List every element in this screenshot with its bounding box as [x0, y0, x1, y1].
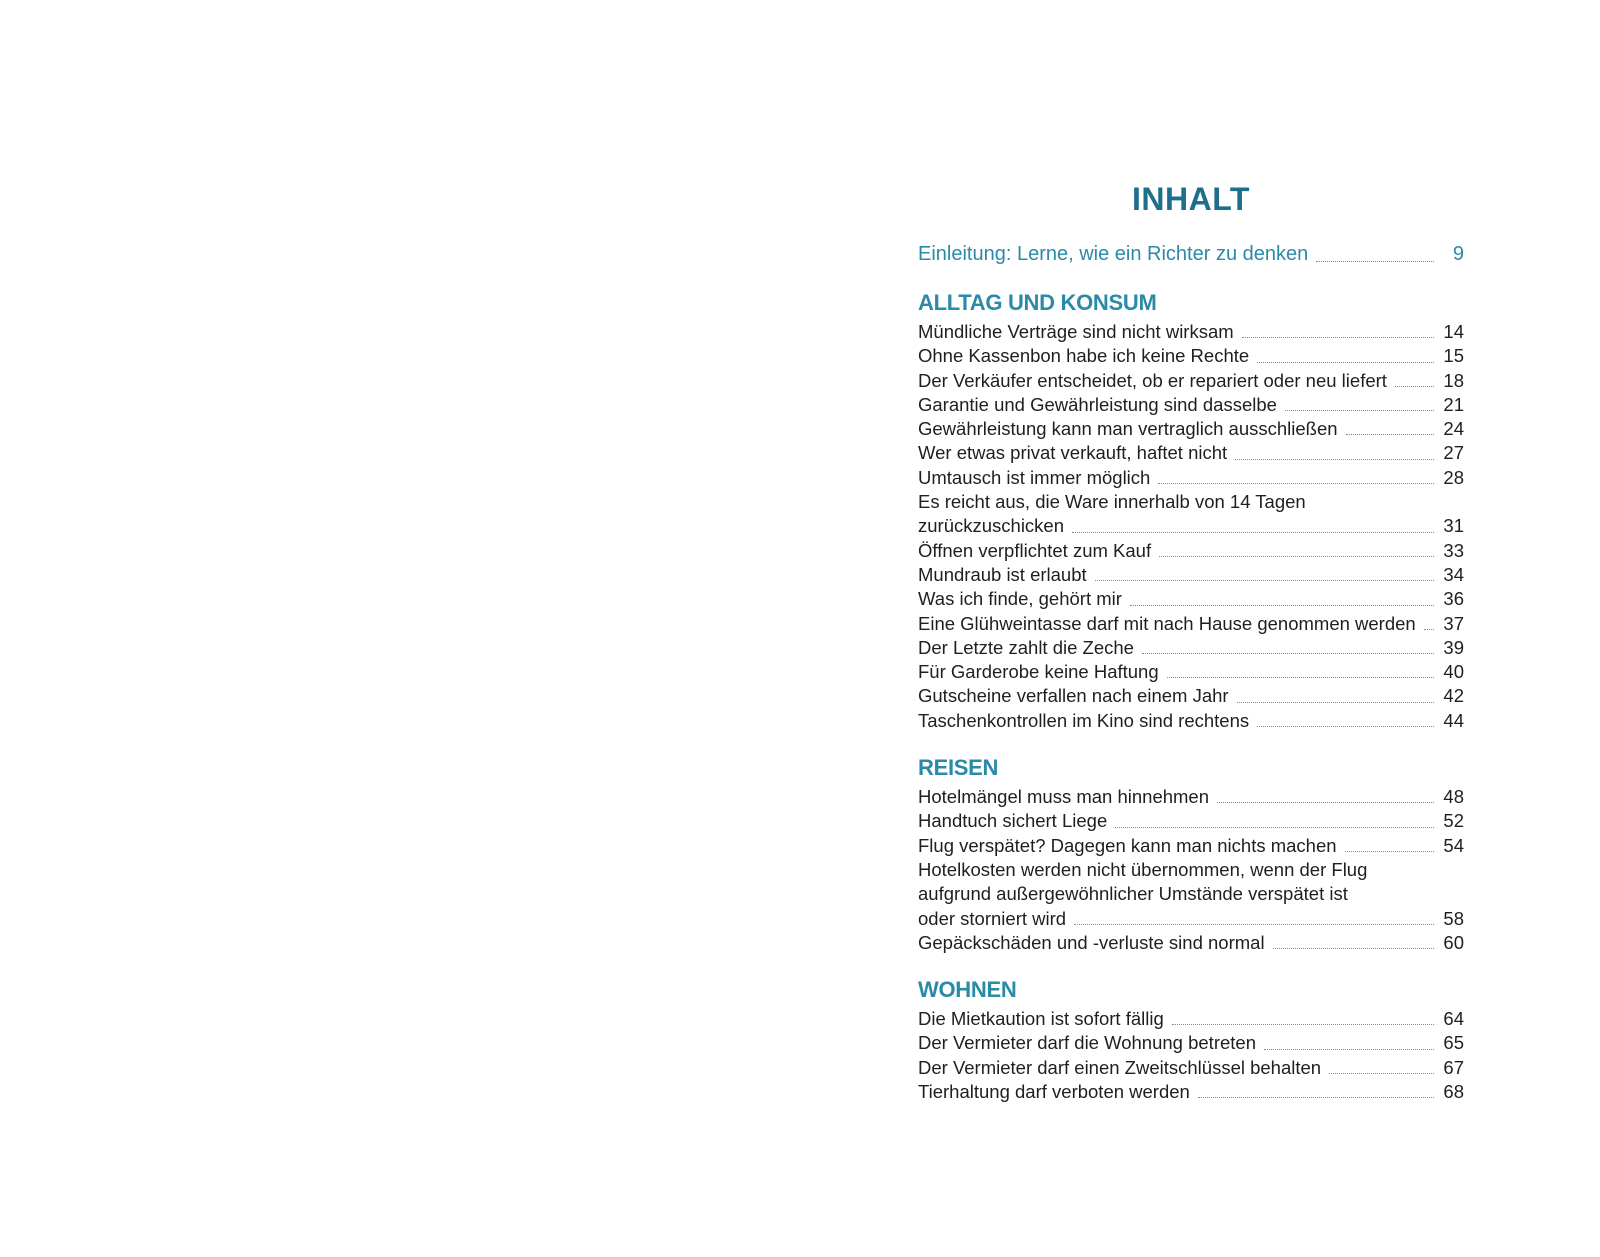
toc-entry-page: 27: [1443, 442, 1464, 464]
toc-entry-page: 68: [1443, 1081, 1464, 1103]
toc-entry[interactable]: [918, 612, 1464, 636]
toc-entry-label: Handtuch sichert Liege: [918, 810, 1108, 832]
toc-entry-label: Taschenkontrollen im Kino sind rechtens: [918, 709, 1250, 731]
toc-entry[interactable]: [918, 466, 1464, 490]
toc-leader-dots: [1115, 827, 1434, 828]
toc-leader-dots: [1424, 629, 1434, 630]
toc-entry[interactable]: [918, 834, 1464, 858]
toc-entry-label: Gutscheine verfallen nach einem Jahr: [918, 685, 1229, 707]
toc-entry[interactable]: [918, 320, 1464, 344]
toc-entry-label: Der Letzte zahlt die Zeche: [918, 636, 1134, 658]
toc-entry-page: 9: [1452, 243, 1464, 265]
toc-entry-label: Gepäckschäden und -verluste sind normal: [918, 931, 1265, 953]
toc-entry-page: 31: [1443, 515, 1464, 537]
toc-entry-label: Die Mietkaution ist sofort fällig: [918, 1008, 1164, 1030]
toc-entry-label: Mundraub ist erlaubt: [918, 563, 1087, 585]
toc-entry-page: 33: [1443, 539, 1464, 561]
toc-entry-label: Eine Glühweintasse darf mit nach Hause genommen werden: [918, 612, 1416, 634]
toc-leader-dots: [1285, 410, 1434, 411]
toc-section: [918, 975, 1464, 1104]
toc-entry-label: Tierhaltung darf verboten werden: [918, 1081, 1190, 1103]
toc-entry[interactable]: [918, 344, 1464, 368]
toc-entry-page: 18: [1443, 369, 1464, 391]
toc-leader-dots: [1159, 556, 1434, 557]
toc-entry-page: 54: [1443, 834, 1464, 856]
toc-entry-page: 42: [1443, 685, 1464, 707]
toc-entry[interactable]: [918, 1080, 1464, 1104]
toc-entry[interactable]: [918, 441, 1464, 465]
toc-leader-dots: [1074, 924, 1434, 925]
toc-entry-label: Der Vermieter darf einen Zweitschlüssel behalten: [918, 1056, 1322, 1078]
toc-leader-dots: [1273, 948, 1434, 949]
toc-leader-dots: [1172, 1024, 1434, 1025]
toc-entry-label: Was ich finde, gehört mir: [918, 588, 1122, 610]
toc-leader-dots: [1217, 802, 1434, 803]
toc-entry[interactable]: [918, 1031, 1464, 1055]
toc-entry-label: aufgrund außergewöhnlicher Umstände verspätet ist: [918, 883, 1348, 905]
toc-entry-label: oder storniert wird: [918, 907, 1067, 929]
toc-entry-label: Öffnen verpflichtet zum Kauf: [918, 539, 1152, 561]
toc-entry-page: 14: [1443, 321, 1464, 342]
toc-leader-dots: [1395, 386, 1434, 387]
toc-entry[interactable]: [918, 1007, 1464, 1031]
table-of-contents: [918, 176, 1464, 1124]
toc-entry-page: 28: [1443, 466, 1464, 488]
toc-entry-label: Es reicht aus, die Ware innerhalb von 14 Tagen: [918, 491, 1306, 513]
toc-title: INHALT: [1132, 181, 1250, 217]
toc-entry-label: Flug verspätet? Dagegen kann man nichts machen: [918, 834, 1337, 856]
toc-entry[interactable]: [918, 907, 1464, 931]
toc-entry-label: Wer etwas privat verkauft, haftet nicht: [918, 442, 1228, 464]
toc-entry-page: 40: [1443, 661, 1464, 683]
toc-leader-dots: [1130, 605, 1434, 606]
toc-entry-page: 67: [1443, 1056, 1464, 1078]
toc-entry[interactable]: [918, 636, 1464, 660]
section-heading: REISEN: [918, 755, 999, 781]
toc-entry-page: 15: [1443, 345, 1464, 367]
toc-entry-continued-line[interactable]: [918, 490, 1464, 514]
toc-leader-dots: [1329, 1073, 1434, 1074]
toc-entry-page: 52: [1443, 810, 1464, 832]
toc-entry-page: 21: [1443, 393, 1464, 415]
toc-section: [918, 753, 1464, 955]
toc-leader-dots: [1095, 580, 1434, 581]
section-heading: WOHNEN: [918, 977, 1017, 1003]
toc-entry-label: Hotelkosten werden nicht übernommen, wenn der Flug: [918, 858, 1368, 880]
toc-entry[interactable]: [918, 514, 1464, 538]
toc-entry-label: Garantie und Gewährleistung sind dasselbe: [918, 393, 1277, 415]
toc-entry-label: Der Vermieter darf die Wohnung betreten: [918, 1032, 1256, 1054]
toc-entry[interactable]: [918, 417, 1464, 441]
toc-entry-label: Einleitung: Lerne, wie ein Richter zu denken: [918, 243, 1309, 265]
toc-entry[interactable]: [918, 369, 1464, 393]
toc-leader-dots: [1316, 261, 1434, 262]
section-heading: ALLTAG UND KONSUM: [918, 290, 1157, 315]
toc-leader-dots: [1264, 1049, 1434, 1050]
toc-entry[interactable]: [918, 539, 1464, 563]
toc-sections: [918, 288, 1464, 1104]
toc-entry-intro[interactable]: [918, 240, 1464, 268]
toc-leader-dots: [1257, 726, 1434, 727]
toc-entry-page: 36: [1443, 588, 1464, 610]
toc-entry[interactable]: [918, 1056, 1464, 1080]
toc-entry-label: Ohne Kassenbon habe ich keine Rechte: [918, 345, 1250, 367]
toc-entry[interactable]: [918, 709, 1464, 733]
toc-entry-page: 65: [1443, 1032, 1464, 1054]
toc-entry-page: 44: [1443, 709, 1464, 731]
toc-leader-dots: [1198, 1097, 1434, 1098]
toc-leader-dots: [1237, 702, 1434, 703]
toc-leader-dots: [1235, 459, 1434, 460]
toc-entry-page: 48: [1443, 786, 1464, 808]
toc-leader-dots: [1167, 677, 1434, 678]
toc-entry-label: Der Verkäufer entscheidet, ob er repariert oder neu liefert: [918, 369, 1387, 391]
toc-leader-dots: [1242, 337, 1434, 338]
toc-entry-label: Hotelmängel muss man hinnehmen: [918, 786, 1210, 808]
toc-entry-continued-line[interactable]: [918, 882, 1464, 906]
toc-entry-page: 34: [1443, 563, 1464, 585]
toc-entry-label: Gewährleistung kann man vertraglich ausschließen: [918, 418, 1338, 440]
toc-entry-page: 39: [1443, 636, 1464, 658]
toc-entry[interactable]: [918, 684, 1464, 708]
toc-entry[interactable]: [918, 587, 1464, 611]
toc-entry[interactable]: [918, 660, 1464, 684]
toc-leader-dots: [1072, 532, 1434, 533]
toc-leader-dots: [1142, 653, 1434, 654]
toc-entry[interactable]: [918, 563, 1464, 587]
toc-entry-continued-line[interactable]: [918, 858, 1464, 882]
toc-entry-label: Umtausch ist immer möglich: [918, 466, 1151, 488]
toc-entry[interactable]: [918, 393, 1464, 417]
toc-leader-dots: [1345, 851, 1434, 852]
toc-entry-label: zurückzuschicken: [918, 515, 1065, 537]
toc-entry-page: 37: [1443, 612, 1464, 634]
toc-entry[interactable]: [918, 809, 1464, 833]
toc-entry-page: 58: [1443, 907, 1464, 929]
toc-leader-dots: [1346, 434, 1434, 435]
toc-entry-label: Mündliche Verträge sind nicht wirksam: [918, 321, 1234, 342]
toc-entry[interactable]: [918, 931, 1464, 955]
toc-section: [918, 288, 1464, 733]
toc-leader-dots: [1257, 362, 1434, 363]
toc-entry-page: 60: [1443, 931, 1464, 953]
toc-entry[interactable]: [918, 785, 1464, 809]
toc-entry-page: 64: [1443, 1008, 1464, 1030]
toc-entry-label: Für Garderobe keine Haftung: [918, 661, 1159, 683]
toc-leader-dots: [1158, 483, 1434, 484]
toc-entry-page: 24: [1443, 418, 1464, 440]
